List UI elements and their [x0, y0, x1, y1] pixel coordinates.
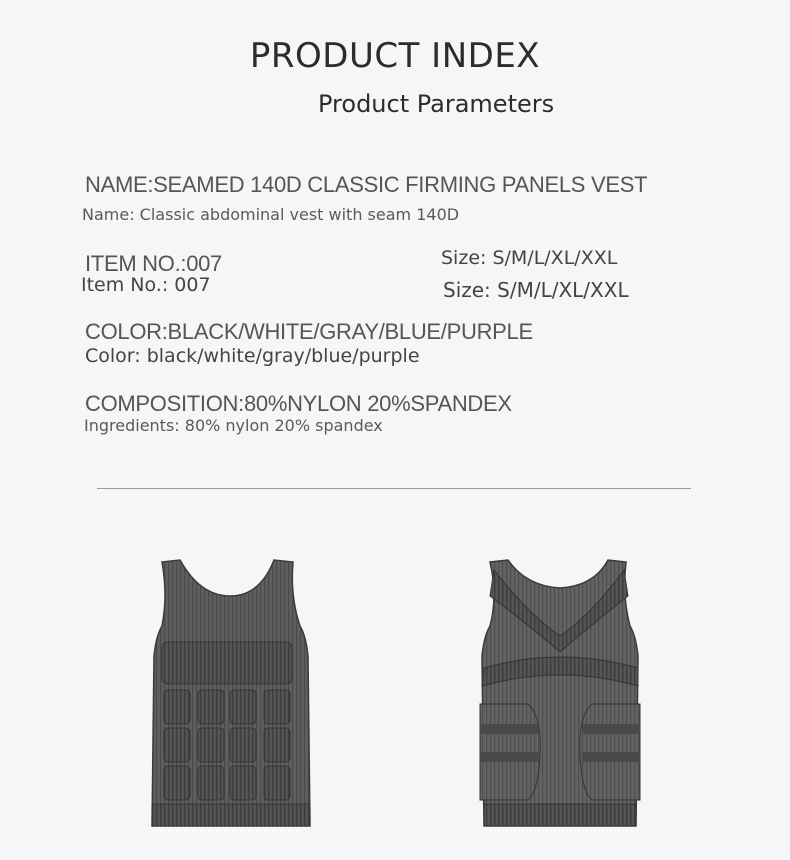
name-description: Name: Classic abdominal vest with seam 140D: [82, 205, 460, 224]
composition-heading: COMPOSITION:80%NYLON 20%SPANDEX: [85, 391, 512, 416]
page-title: PRODUCT INDEX: [249, 36, 541, 76]
vest-front-image: [140, 556, 320, 832]
composition-description: Ingredients: 80% nylon 20% spandex: [84, 416, 383, 435]
size-line-2: Size: S/M/L/XL/XXL: [443, 278, 629, 302]
size-line-1: Size: S/M/L/XL/XXL: [441, 247, 618, 269]
name-heading: NAME:SEAMED 140D CLASSIC FIRMING PANELS VEST: [85, 172, 648, 197]
item-number-heading: ITEM NO.:007: [85, 251, 222, 276]
page-subtitle: Product Parameters: [318, 90, 555, 118]
vest-back-image: [470, 556, 650, 832]
item-number-description: Item No.: 007: [81, 274, 211, 296]
color-description: Color: black/white/gray/blue/purple: [85, 345, 420, 367]
section-divider: [97, 488, 691, 489]
color-heading: COLOR:BLACK/WHITE/GRAY/BLUE/PURPLE: [85, 319, 533, 344]
